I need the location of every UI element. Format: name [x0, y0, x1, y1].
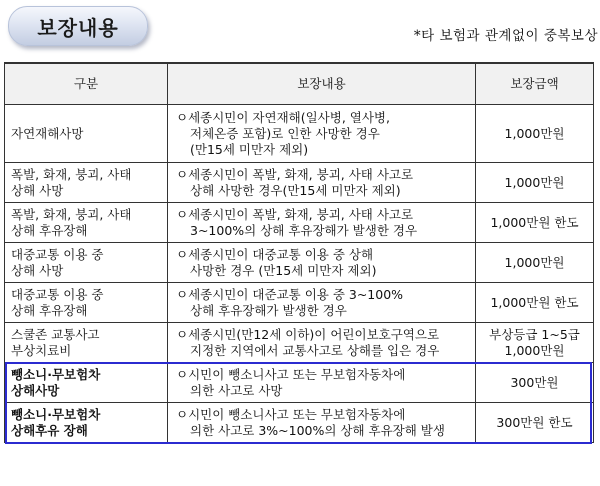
content-line: 3~100%의 상해 후유장해가 발생한 경우 [190, 222, 418, 238]
content-line: ㅇ세종시민이 폭발, 화재, 붕괴, 사태 사고로 [176, 166, 414, 182]
cell-content [168, 243, 476, 283]
content-line: 의한 사고로 3%~100%의 상해 후유장해 발생 [190, 422, 445, 438]
cell-amount [476, 243, 594, 283]
category-line: 부상치료비 [11, 342, 72, 358]
header-content: 보장내용 [168, 63, 476, 105]
cell-category [5, 203, 168, 243]
header-category: 구분 [5, 63, 168, 105]
table-row [5, 283, 594, 323]
content-line: ㅇ시민이 뺑소니사고 또는 무보험자동차에 [176, 366, 406, 382]
cell-category [5, 283, 168, 323]
coverage-table [4, 62, 594, 443]
category-line: 대중교통 이용 중 [11, 246, 104, 262]
category-line: 상해 후유장해 [11, 222, 88, 238]
cell-amount [476, 105, 594, 163]
category-line: 자연재해사망 [11, 125, 84, 141]
category-line: 상해 사망 [11, 262, 64, 278]
content-line: (만15세 미만자 제외) [190, 141, 309, 157]
cell-amount [476, 203, 594, 243]
table-row [5, 323, 594, 363]
cell-amount [476, 163, 594, 203]
amount-line: 1,000만원 한도 [490, 214, 579, 230]
cell-category [5, 323, 168, 363]
amount-line: 1,000만원 한도 [490, 294, 579, 310]
amount-line: 1,000만원 [504, 254, 565, 270]
table-row [5, 203, 594, 243]
table-row [5, 363, 594, 403]
cell-amount [476, 323, 594, 363]
table-row [5, 403, 594, 443]
content-line: 사망한 경우 (만15세 미만자 제외) [190, 262, 377, 278]
amount-line: 300만원 [510, 374, 559, 390]
cell-category [5, 163, 168, 203]
category-line: 상해후유 장해 [11, 422, 88, 438]
category-line: 뺑소니·무보험차 [11, 406, 101, 422]
category-line: 상해 후유장해 [11, 302, 88, 318]
category-line: 폭발, 화재, 붕괴, 사태 [11, 166, 132, 182]
cell-content [168, 323, 476, 363]
category-line: 상해사망 [11, 382, 60, 398]
header-amount: 보장금액 [476, 63, 594, 105]
content-line: 상해 사망한 경우(만15세 미만자 제외) [190, 182, 401, 198]
cell-content [168, 203, 476, 243]
content-line: 상해 후유장해가 발생한 경우 [190, 302, 347, 318]
amount-line: 1,000만원 [504, 174, 565, 190]
category-line: 폭발, 화재, 붕괴, 사태 [11, 206, 132, 222]
cell-category [5, 403, 168, 443]
content-line: 저체온증 포함)로 인한 사망한 경우 [190, 125, 380, 141]
category-line: 상해 사망 [11, 182, 64, 198]
cell-content [168, 363, 476, 403]
cell-category [5, 243, 168, 283]
cell-category [5, 105, 168, 163]
cell-amount [476, 403, 594, 443]
cell-content [168, 403, 476, 443]
category-line: 스쿨존 교통사고 [11, 326, 100, 342]
table-header-row [5, 63, 594, 105]
amount-line: 300만원 한도 [496, 414, 573, 430]
section-title-badge [8, 6, 148, 46]
duplicate-coverage-note: *타 보험과 관계없이 중복보상 [413, 28, 598, 44]
content-line: ㅇ세종시민이 폭발, 화재, 붕괴, 사태 사고로 [176, 206, 414, 222]
cell-amount [476, 363, 594, 403]
cell-category [5, 363, 168, 403]
content-line: ㅇ시민이 뺑소니사고 또는 무보험자동차에 [176, 406, 406, 422]
cell-amount [476, 283, 594, 323]
cell-content [168, 105, 476, 163]
amount-line: 부상등급 1~5급 [489, 326, 580, 342]
amount-line: 1,000만원 [504, 125, 565, 141]
content-line: 지정한 지역에서 교통사고로 상해를 입은 경우 [190, 342, 440, 358]
category-line: 대중교통 이용 중 [11, 286, 104, 302]
table-row [5, 243, 594, 283]
content-line: 의한 사고로 사망 [190, 382, 283, 398]
category-line: 뺑소니·무보험차 [11, 366, 101, 382]
content-line: ㅇ세종시민이 대준교통 이용 중 3~100% [176, 286, 404, 302]
cell-content [168, 283, 476, 323]
table-row [5, 105, 594, 163]
table-row [5, 163, 594, 203]
cell-content [168, 163, 476, 203]
content-line: ㅇ세종시민(만12세 이하)이 어린이보호구역으로 [176, 326, 440, 342]
section-title: 보장내용 [37, 15, 119, 40]
amount-line: 1,000만원 [504, 342, 565, 358]
content-line: ㅇ세종시민이 자연재해(일사병, 열사병, [176, 109, 390, 125]
content-line: ㅇ세종시민이 대중교통 이용 중 상해 [176, 246, 374, 262]
